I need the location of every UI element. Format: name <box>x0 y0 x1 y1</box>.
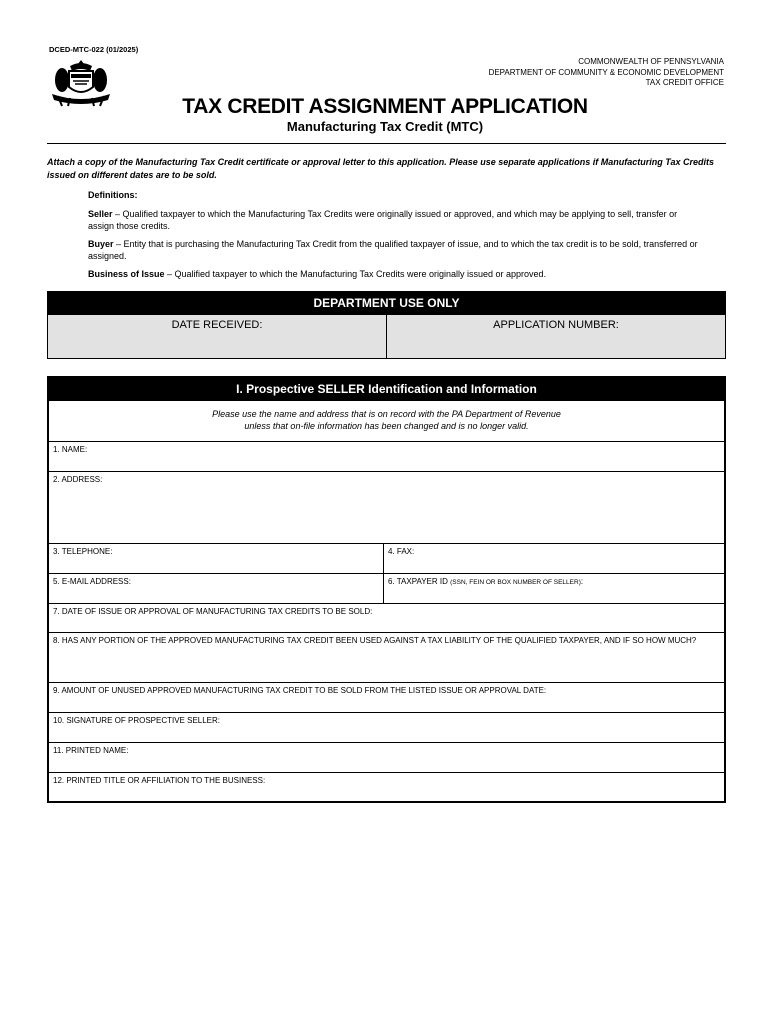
date-received-field: DATE RECEIVED: <box>171 319 263 331</box>
agency-line: COMMONWEALTH OF PENNSYLVANIA <box>578 57 724 66</box>
taxpayer-id-note: (SSN, FEIN OR BOX NUMBER OF SELLER) <box>450 579 581 586</box>
definition-text: – Qualified taxpayer to which the Manufacturing Tax Credits were originally issued or approved, and which may be applying to sell, transfer or assign those credits. <box>88 209 678 231</box>
definitions <box>88 189 700 286</box>
agency-line: TAX CREDIT OFFICE <box>645 78 724 87</box>
definition-business-of-issue <box>88 268 700 280</box>
address-field[interactable]: 2. ADDRESS: <box>53 475 103 484</box>
unused-amount-field[interactable]: 9. AMOUNT OF UNUSED APPROVED MANUFACTURING TAX CREDIT TO BE SOLD FROM THE LISTED ISSUE OR APPROVAL DATE: <box>53 686 547 695</box>
printed-title-field[interactable]: 12. PRINTED TITLE OR AFFILIATION TO THE BUSINESS: <box>53 776 266 785</box>
telephone-field[interactable]: 3. TELEPHONE: <box>49 544 384 573</box>
department-use-heading: DEPARTMENT USE ONLY <box>48 292 725 315</box>
signature-field[interactable]: 10. SIGNATURE OF PROSPECTIVE SELLER: <box>53 716 221 725</box>
taxpayer-id-label: 6. TAXPAYER ID <box>388 577 448 586</box>
definitions-heading: Definitions: <box>88 190 138 200</box>
taxpayer-id-colon: : <box>580 577 584 586</box>
credit-used-field[interactable]: 8. HAS ANY PORTION OF THE APPROVED MANUFACTURING TAX CREDIT BEEN USED AGAINST A TAX LIABILITY OF THE QUALIFIED TAXPAYER, AND IF SO HOW MUCH? <box>53 636 697 645</box>
agency-block <box>489 57 724 89</box>
definition-text: – Entity that is purchasing the Manufacturing Tax Credit from the qualified taxpayer of issue, and to which the tax credit is to be sold, transferred or assigned. <box>88 239 698 261</box>
application-number-field: APPLICATION NUMBER: <box>386 315 725 358</box>
term: Business of Issue <box>88 269 165 279</box>
divider <box>47 143 726 144</box>
seller-section <box>47 376 726 803</box>
date-of-issue-field[interactable]: 7. DATE OF ISSUE OR APPROVAL OF MANUFACTURING TAX CREDITS TO BE SOLD: <box>53 607 373 616</box>
definition-buyer <box>88 238 700 262</box>
definition-seller <box>88 208 700 232</box>
name-field[interactable]: 1. NAME: <box>53 445 88 454</box>
note-line: unless that on-file information has been changed and is no longer valid. <box>244 421 529 431</box>
term: Seller <box>88 209 113 219</box>
email-field[interactable]: 5. E-MAIL ADDRESS: <box>49 574 384 603</box>
form-id: DCED-MTC-022 (01/2025) <box>49 45 139 54</box>
note-line: Please use the name and address that is on record with the PA Department of Revenue <box>212 409 561 419</box>
agency-line: DEPARTMENT OF COMMUNITY & ECONOMIC DEVELOPMENT <box>488 67 724 77</box>
page-subtitle: Manufacturing Tax Credit (MTC) <box>286 119 484 134</box>
seller-section-note <box>49 401 724 442</box>
fax-field[interactable]: 4. FAX: <box>388 547 415 556</box>
term: Buyer <box>88 239 114 249</box>
intro-instructions: Attach a copy of the Manufacturing Tax Credit certificate or approval letter to this application. Please use separate applications if Manufacturing Tax Credits issued on different dates are to be sold. <box>47 157 714 180</box>
taxpayer-id-field[interactable] <box>384 574 724 603</box>
department-use-box <box>47 291 726 359</box>
page-title: TAX CREDIT ASSIGNMENT APPLICATION <box>182 95 588 118</box>
printed-name-field[interactable]: 11. PRINTED NAME: <box>53 746 129 755</box>
seller-section-heading: I. Prospective SELLER Identification and Information <box>49 378 724 401</box>
definition-text: – Qualified taxpayer to which the Manufacturing Tax Credits were originally issued or approved. <box>164 269 547 279</box>
